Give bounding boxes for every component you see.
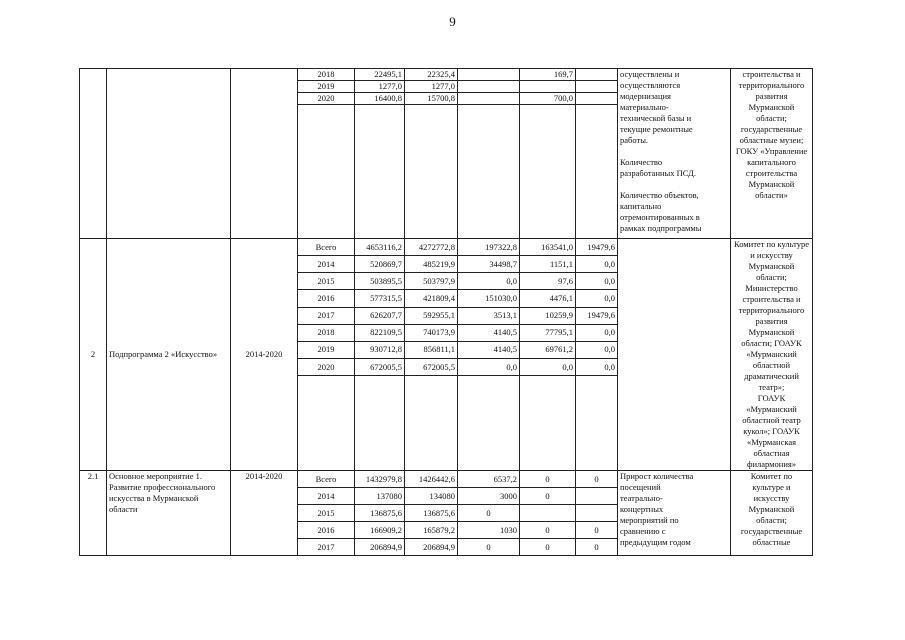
table-row: 2020 16400,8 15700,8 700,0 [80, 93, 813, 105]
period: 2014-2020 [231, 471, 298, 556]
table-row: 2019 930712,8 856811,1 4140,5 69761,2 0,0 [80, 341, 813, 358]
table-row: 2016 577315,5 421809,4 151030,0 4476,1 0,0 [80, 290, 813, 307]
table-row: 2014 520869,7 485219,9 34498,7 1151,1 0,0 [80, 256, 813, 273]
result-indicator: осуществлены и осуществляются модернизация материально- технической базы и текущие ремонтные работы. Количество разработанных ПСД. Количество объектов, капитально отремонтированных в рамках подпрограммы [618, 69, 731, 239]
table-row: 2018 22495,1 22325,4 169,7 осуществлены и осуществляются модернизация материально- технической базы и текущие ремонтные работы. Количество разработанных ПСД. Количество объектов, капитально отремонтированных в рамках подпрограммы строительства и территориального развития Мурманской области; государственные областные музеи; ГОКУ «Управление капитального строительства Мурманской области» [80, 69, 813, 81]
table-row: 2017 626207,7 592955,1 3513,1 10259,9 19479,6 [80, 307, 813, 324]
table-row: 2016 166909,2 165879,2 1030 0 0 [80, 522, 813, 539]
executor-cell: Комитет по культуре и искусству Мурманской области; государственные областные [731, 471, 813, 556]
table-row: 2 Подпрограмма 2 «Искусство» 2014-2020 Всего 4653116,2 4272772,8 197322,8 163541,0 19479,6 Комитет по культуре и искусству Мурманской области; Министерство строительства и территориального развития Мурманской области; ГОАУК «Мурманский областной драматический театр»; ГОАУК «Мурманский областной театр кукол»; ГОАУК «Мурманская областная филармония» [80, 239, 813, 256]
table-row: 2015 503895,5 503797,9 0,0 97,6 0,0 [80, 273, 813, 290]
executor-cell: Комитет по культуре и искусству Мурманской области; Министерство строительства и территориального развития Мурманской области; ГОАУК «Мурманский областной драматический театр»; ГОАУК «Мурманский областной театр кукол»; ГОАУК «Мурманская областная филармония» [731, 239, 813, 471]
period: 2014-2020 [231, 239, 298, 471]
activity-name: Основное мероприятие 1. Развитие профессионального искусства в Мурманской области [107, 471, 231, 556]
subprogram-name: Подпрограмма 2 «Искусство» [107, 239, 231, 471]
result-indicator: Прирост количества посещений театрально- концертных мероприятий по сравнению с предыдущим годом [618, 471, 731, 556]
table-row: 2019 1277,0 1277,0 [80, 81, 813, 93]
table-row: 2018 822109,5 740173,9 4140,5 77795,1 0,0 [80, 324, 813, 341]
table-row: 2.1 Основное мероприятие 1. Развитие профессионального искусства в Мурманской области 2014-2020 Всего 1432979,8 1426442,6 6537,2 0 0 Прирост количества посещений театрально- концертных мероприятий по сравнению с предыдущим годом Комитет по культуре и искусству Мурманской области; государственные областные [80, 471, 813, 488]
row-number: 2 [80, 239, 107, 471]
executor-cell: строительства и территориального развития Мурманской области; государственные областные музеи; ГОКУ «Управление капитального строительства Мурманской области» [731, 69, 813, 239]
table-row: 2014 137080 134080 3000 0 [80, 488, 813, 505]
table-row: 2015 136875,6 136875,6 0 [80, 505, 813, 522]
table-row: 2020 672005,5 672005,5 0,0 0,0 0,0 [80, 358, 813, 375]
table-row: 2017 206894,9 206894,9 0 0 0 [80, 539, 813, 556]
program-table [79, 68, 813, 556]
page-number: 9 [449, 14, 456, 29]
row-number: 2.1 [80, 471, 107, 556]
